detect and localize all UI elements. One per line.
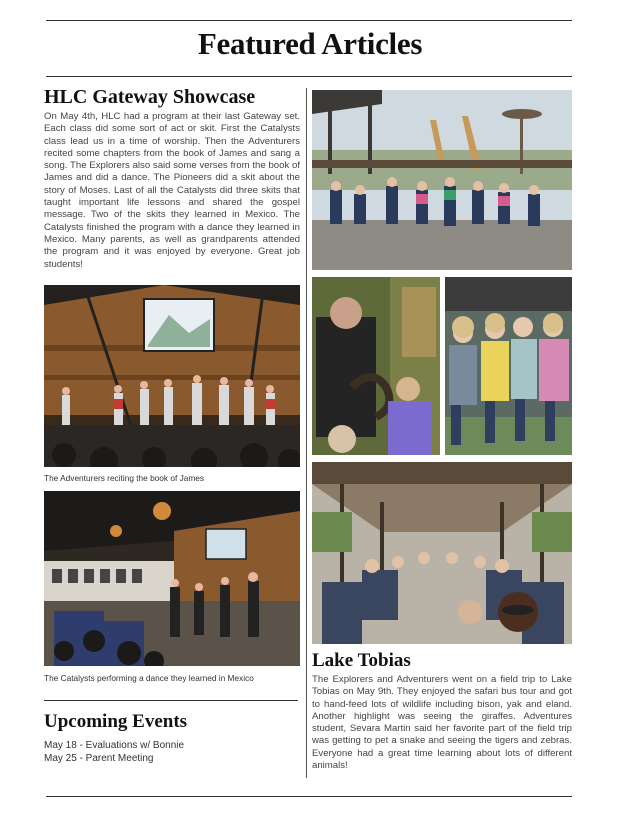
bottom-rule [46, 796, 572, 797]
event-item: May 18 - Evaluations w/ Bonnie [44, 740, 185, 751]
students-photo [445, 277, 572, 455]
top-rule [46, 20, 572, 21]
events-rule [44, 700, 298, 701]
safari-bus-photo [312, 462, 572, 644]
catalysts-dance-photo [44, 491, 300, 666]
events-list [44, 739, 184, 765]
tobias-body: The Explorers and Adventurers went on a field trip to Lake Tobias on May 9th. They enjoyed the safari bus tour and got to hand-feed lots of wildlife including bison, yak and eland. Another highlight was seeing the giraffes. Adventures student, Sevara Martin said her favorite part of the field trip was getting to pet a snake and seeing the tigers and zebras. Everyone had a great time learning about lots of different animals! [312, 674, 572, 772]
adventurers-stage-photo [44, 285, 300, 467]
event-item: May 25 - Parent Meeting [44, 753, 154, 764]
tobias-heading: Lake Tobias [312, 650, 411, 671]
caption-adventurers: The Adventurers reciting the book of James [44, 473, 205, 483]
caption-catalysts: The Catalysts performing a dance they learned in Mexico [44, 673, 254, 683]
snake-photo [312, 277, 440, 455]
events-heading: Upcoming Events [44, 711, 188, 732]
giraffe-group-photo [312, 90, 572, 270]
column-divider [306, 88, 307, 778]
gateway-body: On May 4th, HLC had a program at their last Gateway set. Each class did some sort of act or skit. First the Catalysts class lead us in a time of worship. Then the Adventurers recited some chapters from the book of James and sang a song. The Explorers also said some verses from the book of James and did a dance. The Pioneers did a skit about the story of Moses. Last of all the Catalysts did three skits that taught important life lessons and shared the gospel message. Two of the skits they learned in Mexico. The Catalysts finished the program with a dance they learned in Mexico. Many parents, as well as grandparents attended the program and it was enjoyed by everyone. Great job students! [44, 111, 300, 270]
page-title: Featured Articles [197, 26, 423, 61]
title-rule [46, 76, 572, 77]
gateway-heading: HLC Gateway Showcase [44, 86, 256, 108]
